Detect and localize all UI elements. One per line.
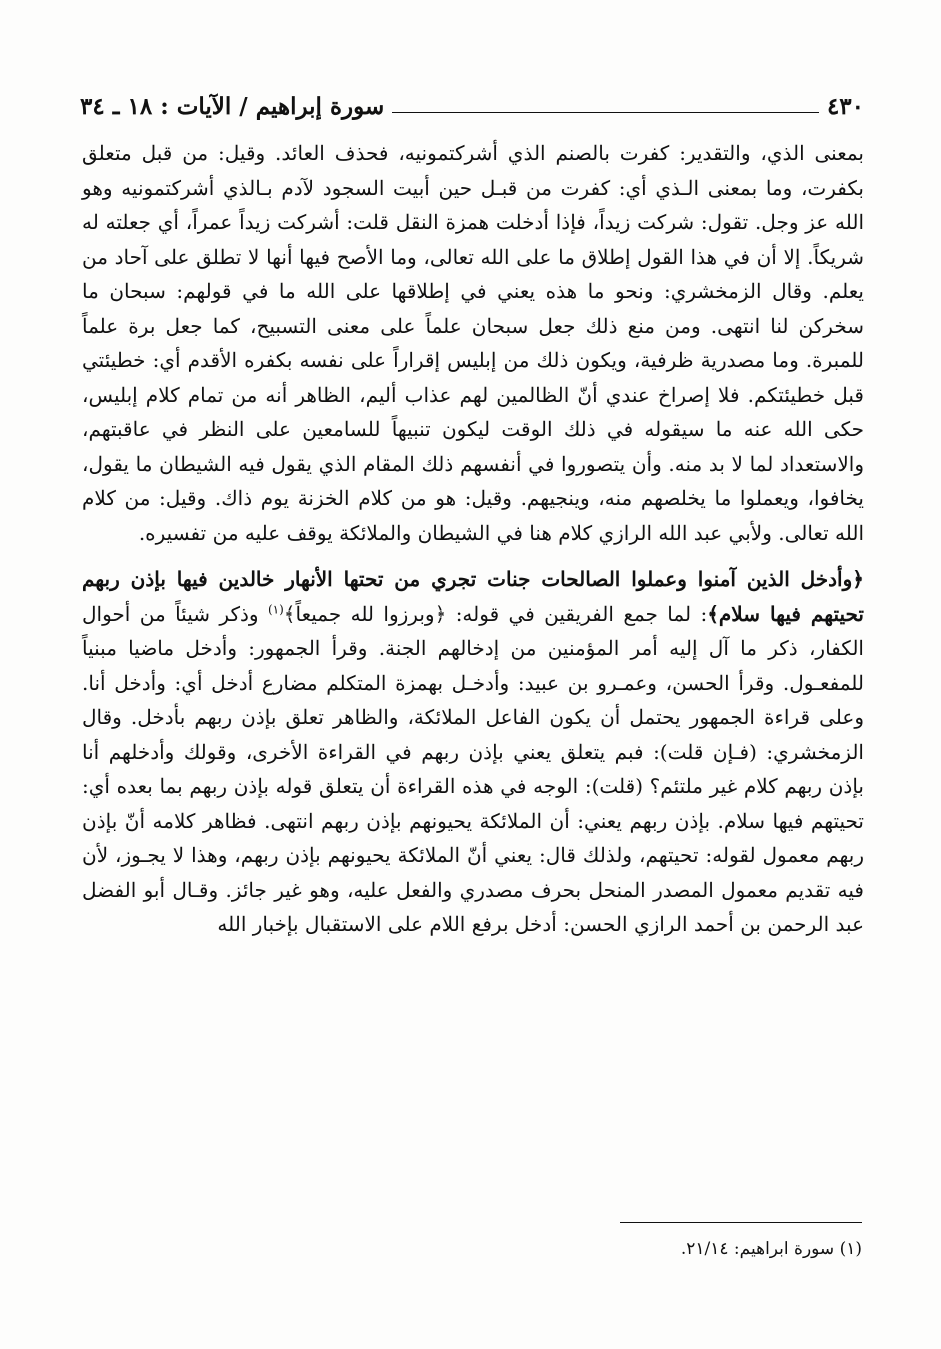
commentary-paragraph-1: بمعنى الذي، والتقدير: كفرت بالصنم الذي أشركتمونيه، فحذف العائد. وقيل: من قبل متعلق بكفرت، وما بمعنى الـذي أي: كفرت من قبـل حين أبيت السجود لآدم بـالذي أشركتمونيه وهو الله عز وجل. تقول: شركت زيداً، فإذا أدخلت همزة النقل قلت: أشركت زيداً عمراً، أي جعلته له شريكاً. إلا أن في هذا القول إطلاق ما على الله تعالى، وما الأصح فيها أنها لا تطلق على آحاد من يعلم. وقال الزمخشري: ونحو ما هذه يعني في إطلاقها على الله ما في قولهم: سبحان ما سخركن لنا انتهى. ومن منع ذلك جعل سبحان علماً على معنى التسبيح، كما جعل برة علماً للمبرة. وما مصدرية ظرفية، ويكون ذلك من إبليس إقراراً على نفسه بكفره الأقدم أي: خطيئتي قبل خطيئتكم. فلا إصراخ عندي أنّ الظالمين لهم عذاب أليم، الظاهر أنه من تمام كلام إبليس، حكى الله عنه ما سيقوله في ذلك الوقت ليكون تنبيهاً للسامعين على النظر في عاقبتهم، والاستعداد لما لا بد منه. وأن يتصوروا في أنفسهم ذلك المقام الذي يقول فيه الشيطان ما يقول، يخافوا، ويعملوا ما يخلصهم منه، وينجيهم. وقيل: هو من كلام الخزنة يوم ذاك. وقيل: من كلام الله تعالى. ولأبي عبد الله الرازي كلام هنا في الشيطان والملائكة يوقف عليه من تفسيره. (82, 141, 865, 545)
page-header (80, 84, 864, 120)
header-rule (392, 112, 819, 113)
paragraph-2-text-start: : لما جمع الفريقين في قوله: ﴿وبرزوا لله جميعاً﴾ (283, 601, 708, 626)
running-title: سورة إبراهيم / الآيات : ١٨ ـ ٣٤ (80, 93, 385, 120)
commentary-paragraph-2 (82, 562, 864, 942)
body-text (82, 136, 864, 942)
footnote: (١) سورة ابراهيم: ٢١/١٤. (680, 1239, 862, 1259)
footnote-reference-marker: (١) (267, 601, 284, 616)
paragraph-2-text-rest: وذكر شيئاً من أحوال الكفار، ذكر ما آل إليه أمر المؤمنين من إدخالهم الجنة. وقرأ الجمهور: وأدخل ماضيا مبنياً للمفعـول. وقرأ الحسن، وعمـرو بن عبيد: وأدخـل بهمزة المتكلم مضارع أدخل أي: وأدخل أنا. وعلى قراءة الجمهور يحتمل أن يكون الفاعل الملائكة، والظاهر تعلق بإذن ربهم بأدخل. وقال الزمخشري: (فـإن قلت): فبم يتعلق يعني بإذن ربهم في القراءة الأخرى، وقولك وأدخلهم أنا بإذن ربهم كلام غير ملتئم؟ (قلت): الوجه في هذه القراءة أن يتعلق قوله بإذن ربهم بما بعده أي: تحيتهم فيها سلام. بإذن ربهم يعني: أن الملائكة يحيونهم بإذن ربهم انتهى. فظاهر كلامه أنّ بإذن ربهم معمول لقوله: تحيتهم، ولذلك قال: يعني أنّ الملائكة يحيونهم بإذن ربهم، وهذا لا يجـوز، لأن فيه تقديم معمول المصدر المنحل بحرف مصدري والفعل عليه، وهو غير جائز. وقـال أبو الفضل عبد الرحمن بن أحمد الرازي الحسن: أدخل برفع اللام على الاستقبال بإخبار الله (82, 601, 864, 936)
footnote-separator (620, 1222, 862, 1223)
page-number: ٤٣٠ (826, 93, 864, 120)
quranic-verse: ﴿وأدخل الذين آمنوا وعملوا الصالحات جنات تجري من تحتها الأنهار خالدين فيها بإذن ربهم تحيتهم فيها سلام﴾ (82, 567, 864, 626)
